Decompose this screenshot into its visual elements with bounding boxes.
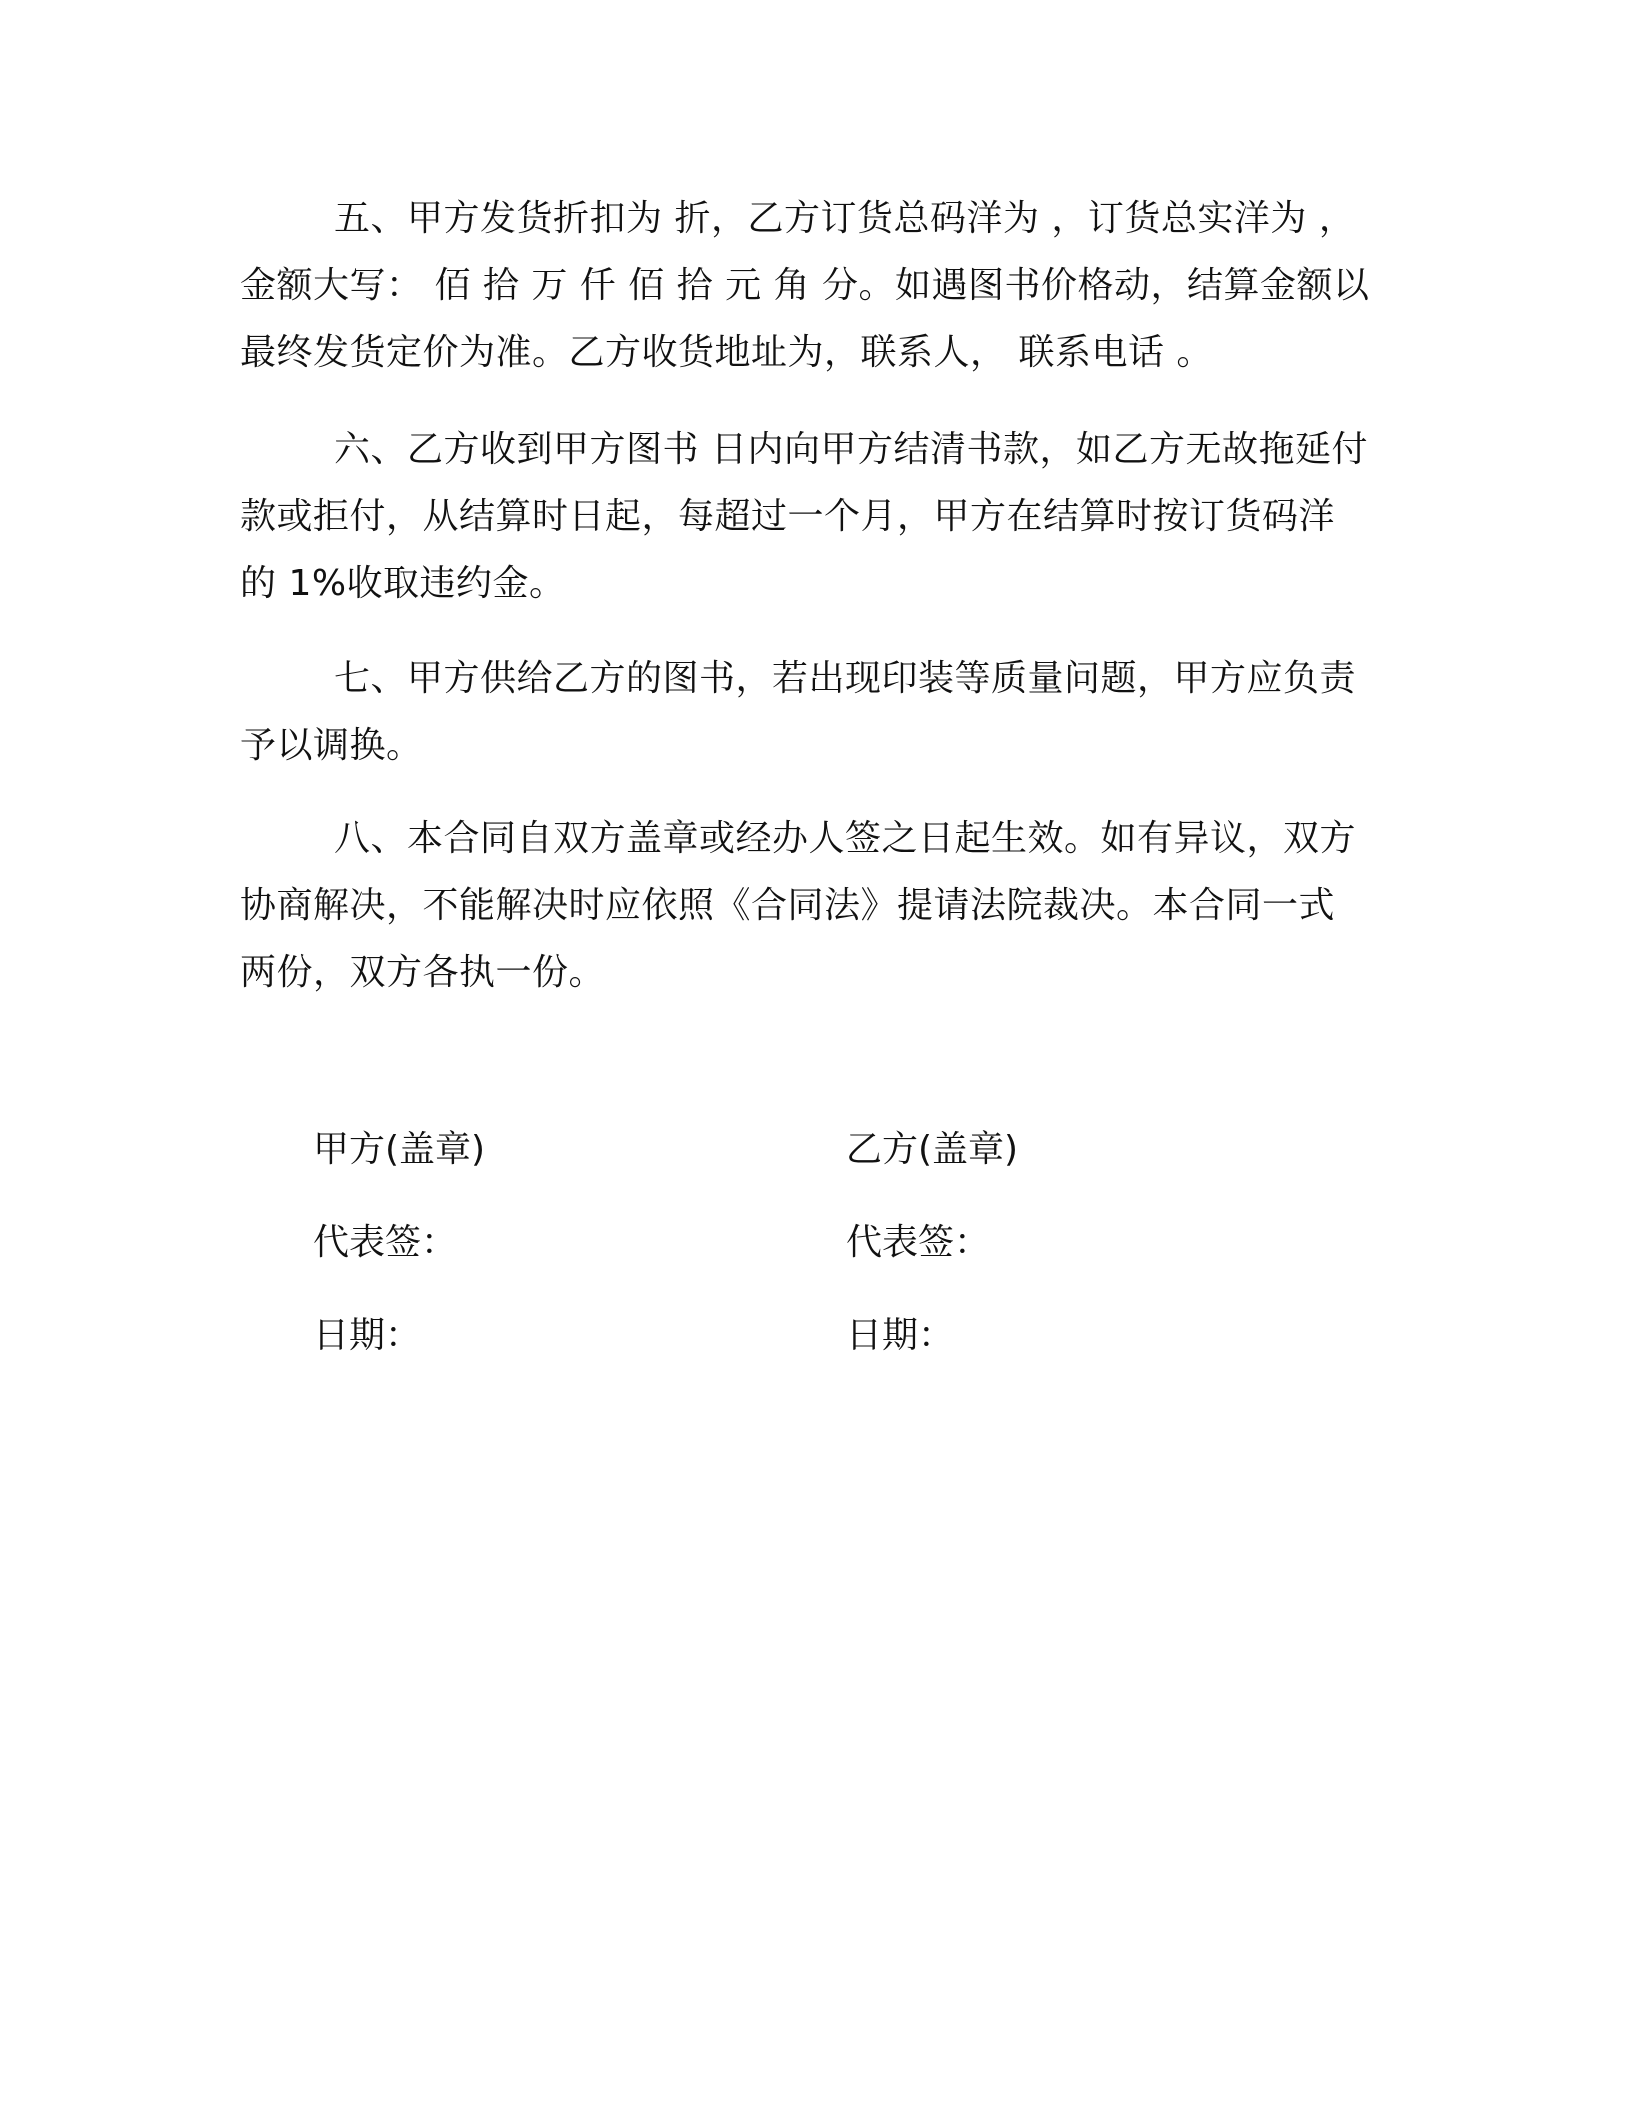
party-b-signature — [846, 1125, 1346, 1404]
clause-line: 的 1%收取违约金。 — [240, 563, 566, 604]
clause-line: 八、本合同自双方盖章或经办人签之日起生效。如有异议，双方 — [334, 818, 1357, 859]
clause-line: 协商解决，不能解决时应依照《合同法》提请法院裁决。本合同一式 — [240, 885, 1336, 926]
clause-eight — [240, 805, 1390, 1006]
party-a-signature — [313, 1125, 813, 1404]
clause-five — [240, 185, 1390, 386]
clause-line: 金额大写： 佰 拾 万 仟 佰 拾 元 角 分。如遇图书价格动，结算金额以 — [240, 265, 1370, 306]
clause-line: 两份，双方各执一份。 — [240, 952, 606, 993]
clause-line: 款或拒付，从结算时日起，每超过一个月，甲方在结算时按订货码洋 — [240, 496, 1336, 537]
party-a-seal-label: 甲方(盖章) — [313, 1129, 486, 1170]
clause-line: 七、甲方供给乙方的图书，若出现印装等质量问题，甲方应负责 — [334, 658, 1357, 699]
party-b-representative-label: 代表签： — [846, 1222, 991, 1263]
party-a-date-label: 日期： — [313, 1315, 422, 1356]
clause-seven — [240, 645, 1390, 779]
clause-line: 六、乙方收到甲方图书 日内向甲方结清书款，如乙方无故拖延付 — [334, 429, 1368, 470]
party-b-date-label: 日期： — [846, 1315, 955, 1356]
clause-line: 最终发货定价为准。乙方收货地址为，联系人， 联系电话 。 — [240, 332, 1213, 373]
clause-line: 五、甲方发货折扣为 折，乙方订货总码洋为 ，订货总实洋为 ， — [334, 198, 1356, 239]
party-b-seal-label: 乙方(盖章) — [846, 1129, 1019, 1170]
party-a-representative-label: 代表签： — [313, 1222, 458, 1263]
clause-six — [240, 416, 1390, 617]
signature-block — [0, 1125, 1632, 1425]
clause-line: 予以调换。 — [240, 725, 423, 766]
